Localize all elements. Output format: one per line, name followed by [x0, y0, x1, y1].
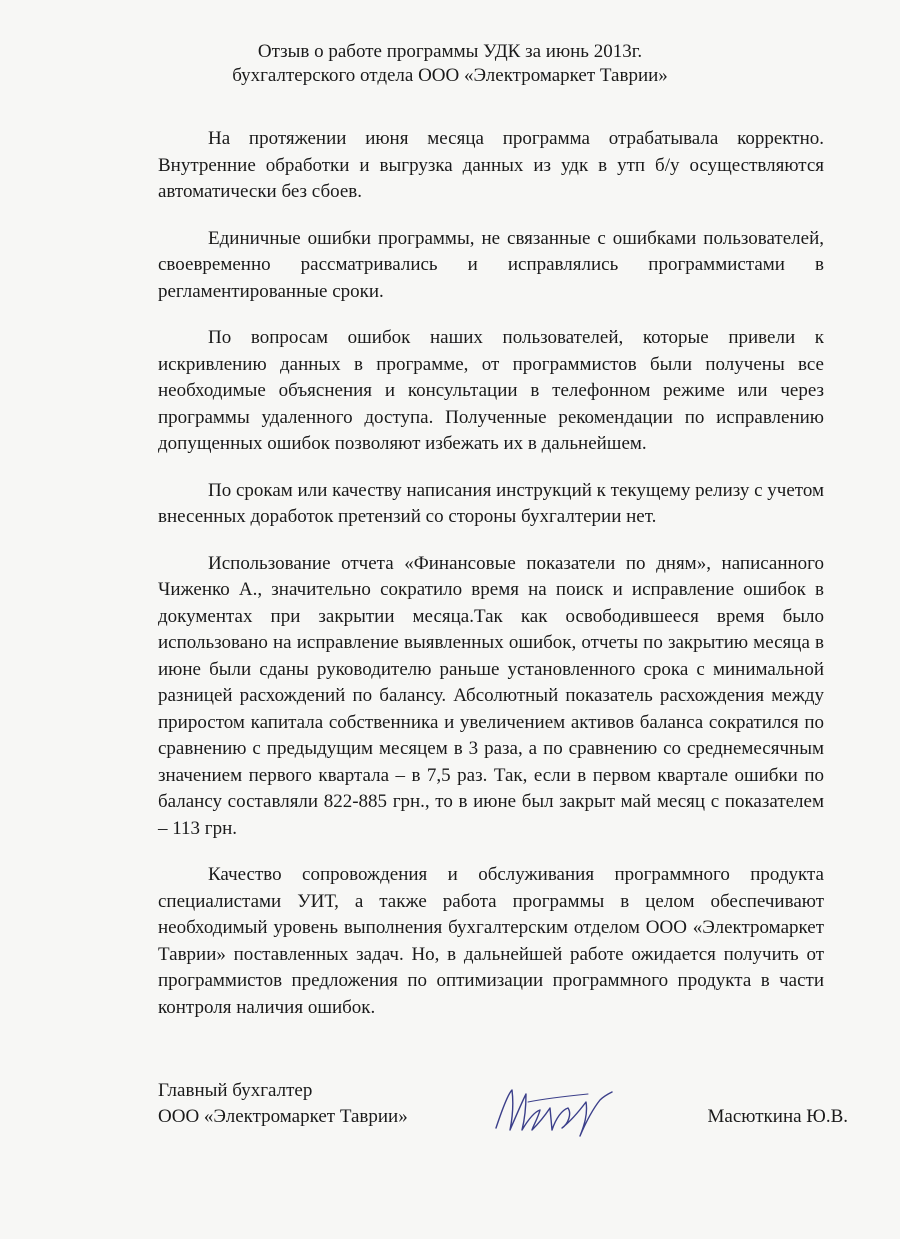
paragraph-6: Качество сопровождения и обслуживания программного продукта специалистами УИТ, а также работа программы в целом обеспечивают необходимый уровень выполнения бухгалтерским отделом ООО «Электромаркет Таврии» поставленных задач. Но, в дальнейшей работе ожидается получить от программистов предложения по оптимизации программного продукта в части контроля наличия ошибок. — [158, 864, 824, 1018]
signatory-name: Масюткина Ю.В. — [707, 1106, 848, 1127]
signatory-position: Главный бухгалтер — [158, 1080, 313, 1101]
handwritten-signature — [488, 1080, 618, 1142]
paragraph-5: Использование отчета «Финансовые показатели по дням», написанного Чиженко А., значительно сократило время на поиск и исправление ошибок в документах при закрытии месяца.Так как освободившееся время было использовано на исправление выявленных ошибок, отчеты по закрытию месяца в июне были сданы руководителю раньше установленного срока с минимальной разницей расхождений по балансу. Абсолютный показатель расхождения между приростом капитала собственника и увеличением активов баланса сократился по сравнению с предыдущим месяцем в 3 раза, а по сравнению со среднемесячным значением первого квартала – в 7,5 раз. Так, если в первом квартале ошибки по балансу составляли 822-885 грн., то в июне был закрыт май месяц с показателем – 113 грн. — [158, 552, 824, 839]
document-header — [0, 40, 900, 88]
paragraph-3: По вопросам ошибок наших пользователей, которые привели к искривлению данных в программе, от программистов были получены все необходимые объяснения и консультации в телефонном режиме или через программы удаленного доступа. Полученные рекомендации по исправлению допущенных ошибок позволяют избежать их в дальнейшем. — [158, 327, 824, 454]
paragraph-4: По срокам или качеству написания инструкций к текущему релизу с учетом внесенных доработок претензий со стороны бухгалтерии нет. — [158, 479, 824, 527]
paragraph-2: Единичные ошибки программы, не связанные с ошибками пользователей, своевременно рассматривались и исправлялись программистами в регламентированные сроки. — [158, 227, 824, 302]
document-body — [158, 126, 824, 1041]
paragraph-1: На протяжении июня месяца программа отрабатывала корректно. Внутренние обработки и выгрузка данных из удк в утп б/у осуществляются автоматически без сбоев. — [158, 128, 824, 202]
document-subtitle: бухгалтерского отдела ООО «Электромаркет Таврии» — [232, 65, 668, 86]
document-title: Отзыв о работе программы УДК за июнь 2013г. — [257, 41, 643, 62]
signatory-details — [158, 1078, 478, 1130]
signatory-organization: ООО «Электромаркет Таврии» — [158, 1106, 408, 1127]
